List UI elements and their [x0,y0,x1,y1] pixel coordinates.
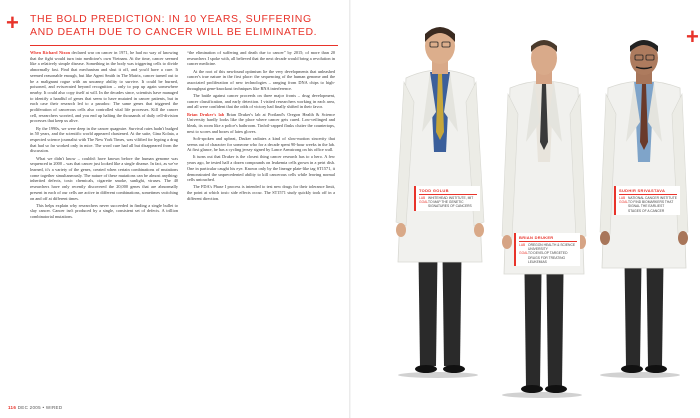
portrait-druker [498,38,590,398]
headline: THE BOLD PREDICTION: IN 10 YEARS, SUFFERING AND DEATH DUE TO CANCER WILL BE ELIMINATED. [30,13,318,38]
paragraph: When Richard Nixon declared war on cancer in 1971, he had no way of knowing that the fight would turn into medicine's own Vietnam. At the time, cancer seemed like a relatively simple disease. Something in the body was triggering cells to divide abnormally fast. Find that mechanism and shut it off, and you'd have a cure. It seemed reasonable enough, but like Agent Smith in The Matrix, cancer turned out to be a malignant rogue with an uncanny ability to survive. It could be burned, poisoned, and eviscerated beyond recognition – only to pop up again somewhere nearby. It could also copy itself at will. In the decades since, scientists have managed to identify a handful of genes that seem to have mutated in cancer patients, but in each case their research led to a paradox: The same genes that triggered the proliferation of cancerous cells also controlled vital life processes. Kill the cancer cell, researchers worried, and you end up halting the thousands of daily cell-division processes that keep us alive. [30,50,178,124]
paragraph: The battle against cancer proceeds on three major fronts – drug development, cancer classification, and early detection. I visited researchers working in each area, and all were confident that the odds of victory had finally shifted in their favor. [187,92,335,110]
info-row: LAB OREGON HEALTH & SCIENCE UNIVERSITY [519,243,576,252]
plus-icon: + [6,10,19,35]
plus-icon: + [686,24,699,49]
lead-in: When Richard Nixon [30,50,71,55]
person-name: BRIAN DRUKER [519,235,577,242]
paragraph: What we didn't know – couldn't have known before the human genome was sequenced in 2000 – was that cancer just looked like a single disease. In fact, as we've learned, it's a variety of the genes, created when certain combinations of mutations come together simultaneously. The nature of these mutations can be almost anything: inherited defects, toxic chemicals, cigarette smoke, sunlight, viruses. The 40 researchers have only recently discovered the 20,000 genes that are abnormally present in each of our cells are active in different combinations, sometimes switching on and off at different times. [30,155,178,201]
body-column-2 [187,50,335,402]
paragraph: By the 1990s, we were deep in the cancer quagmire. Survival rates hadn't budged in 50 years, and the scientific world appeared chastened. At the suite, Gina Kolata, a respected science journalist with The New York Times, was vilified for hyping a drug that had so far worked only in mice. The word cure had all but disappeared from the discussion. [30,125,178,154]
paragraph: The FDA's Phase I process is intended to test new drugs for their tolerance limit, the point at which toxic side effects occur. The ST1571 study quickly took off in a different direction. [187,184,335,201]
lead-in: Brian Druker's lab [187,111,225,117]
paragraph: It turns out that Druker is the closest thing cancer research has to a hero. A few years ago, he tested half a dozen compounds on leukemia cells grown in a petri dish. One in particular caught his eye. Known only by the lineage plate-like tag ST1571, it demonstrated the unprecedented ability to kill cancerous cells while leaving normal cells untouched. [187,154,335,183]
issue-line: DEC 2005 • WIRED [17,405,63,410]
info-card-srivastava [614,186,680,215]
body-column-1 [30,50,178,402]
info-card-golub [414,186,480,211]
person-name: TODD GOLUB [419,188,477,195]
paragraph: Soft-spoken and upbeat, Druker radiates a kind of slow-motion sincerity that seems out of character for someone who for a decade spent 90-hour weeks in the lab. At first glance, he has a cycling jersey signed by Lance Armstrong on his office wall. [187,135,335,153]
page-number: 116 [8,405,17,410]
person-name: SUDHIR SRIVASTAVA [619,188,677,195]
info-row: LAB WHITEHEAD INSTITUTE, MIT [419,196,474,200]
paragraph: At the root of this newfound optimism lie the very developments that unleashed cancer's true nature in the first place: the sequencing of the human genome and the associated proliferation of new technologies – ranging from DNA chips to high-throughput gene-knockout techniques like RNA interference. [187,68,335,91]
spine-gutter [349,0,351,418]
paragraph: “the elimination of suffering and death due to cancer” by 2015; of more than 20 researchers I spoke with, all believed that the next decade would bring a revolution in cancer medicine. [187,50,335,67]
info-card-druker [514,233,580,266]
paragraph: Brian Druker's lab Brian Druker's lab at Portland's Oregon Health & Science University hardly looks like the place where cancer gets cured. Low-ceilinged and bleak, its room like a police's bathroom. Tinfoil-capped flasks clutter the countertops, next to scores and boxes of latex gloves. [187,111,335,134]
folio [8,405,62,410]
headline-rule [30,45,338,46]
info-row: LAB NATIONAL CANCER INSTITUTE [619,196,677,200]
info-row: GOAL TO DEVELOP TARGETED DRUGS FOR TREATING LEUKEMIAS [519,251,568,264]
info-row: GOAL TO MAP THE GENETIC SIGNATURES OF CANCERS [419,200,472,209]
info-row: GOAL TO FIND BIOMARKERS THAT SIGNAL THE EARLIEST STAGES OF A CANCER [619,200,674,213]
paragraph: This helps explain why researchers never succeeded in finding a single bullet to slay cancer. Cancer isn't produced by a single, consistent set of defects. A trillion combinatorial mutations. [30,202,178,220]
